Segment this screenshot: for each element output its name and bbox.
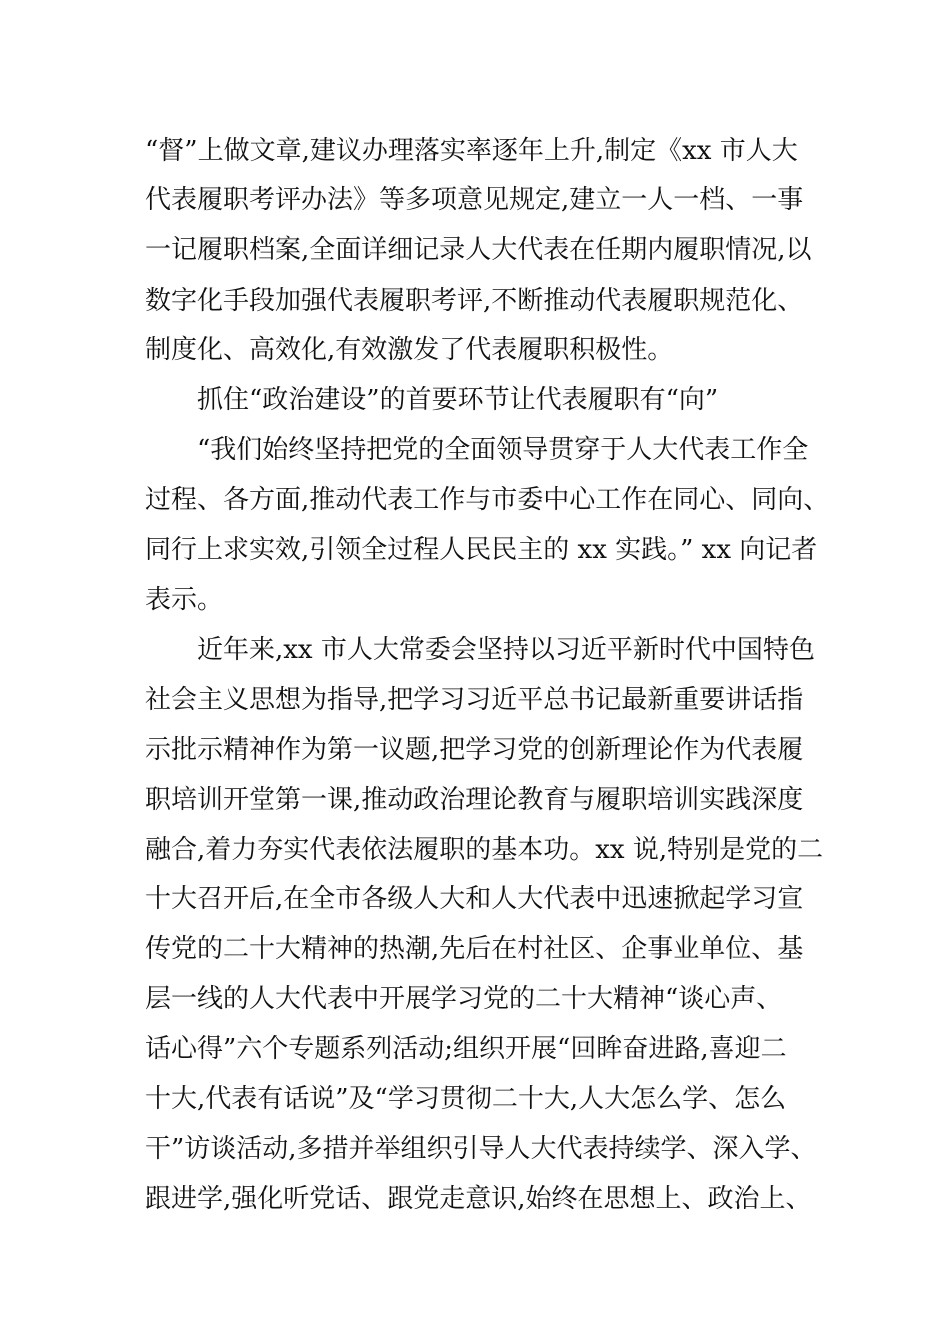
text-line: 层一线的人大代表中开展学习党的二十大精神“谈心声、: [145, 984, 783, 1014]
text-line: 十大,代表有话说”及“学习贯彻二十大,人大怎么学、怎么: [145, 1084, 787, 1114]
text-line: 近年来,xx 市人大常委会坚持以习近平新时代中国特色: [197, 635, 815, 665]
text-line: 一记履职档案,全面详细记录人大代表在任期内履职情况,以: [145, 235, 812, 265]
text-line: 过程、各方面,推动代表工作与市委中心工作在同心、同向、: [145, 485, 830, 515]
text-line: 职培训开堂第一课,推动政治理论教育与履职培训实践深度: [145, 785, 804, 815]
text-line: 跟进学,强化听党话、跟党走意识,始终在思想上、政治上、: [145, 1184, 812, 1214]
text-line: “督”上做文章,建议办理落实率逐年上升,制定《xx 市人大: [145, 136, 798, 166]
text-line: 制度化、高效化,有效激发了代表履职积极性。: [145, 335, 674, 365]
text-line: “我们始终坚持把党的全面领导贯穿于人大代表工作全: [197, 435, 809, 465]
text-line: 代表履职考评办法》等多项意见规定,建立一人一档、一事: [145, 185, 804, 215]
text-line: 示批示精神作为第一议题,把学习党的创新理论作为代表履: [145, 735, 804, 765]
text-line: 数字化手段加强代表履职考评,不断推动代表履职规范化、: [145, 286, 804, 316]
text-line: 传党的二十大精神的热潮,先后在村社区、企事业单位、基: [145, 934, 804, 964]
text-line: 融合,着力夯实代表依法履职的基本功。xx 说,特别是党的二: [145, 835, 824, 865]
text-line: 话心得”六个专题系列活动;组织开展“回眸奋进路,喜迎二: [145, 1034, 787, 1064]
text-line: 表示。: [145, 585, 224, 615]
text-line: 干”访谈活动,多措并举组织引导人大代表持续学、深入学、: [145, 1134, 817, 1164]
text-line: 十大召开后,在全市各级人大和人大代表中迅速掀起学习宣: [145, 884, 804, 914]
section-heading: 抓住“政治建设”的首要环节让代表履职有“向”: [197, 385, 719, 415]
text-line: 社会主义思想为指导,把学习习近平总书记最新重要讲话指: [145, 685, 804, 715]
text-line: 同行上求实效,引领全过程人民民主的 xx 实践。” xx 向记者: [145, 535, 818, 565]
